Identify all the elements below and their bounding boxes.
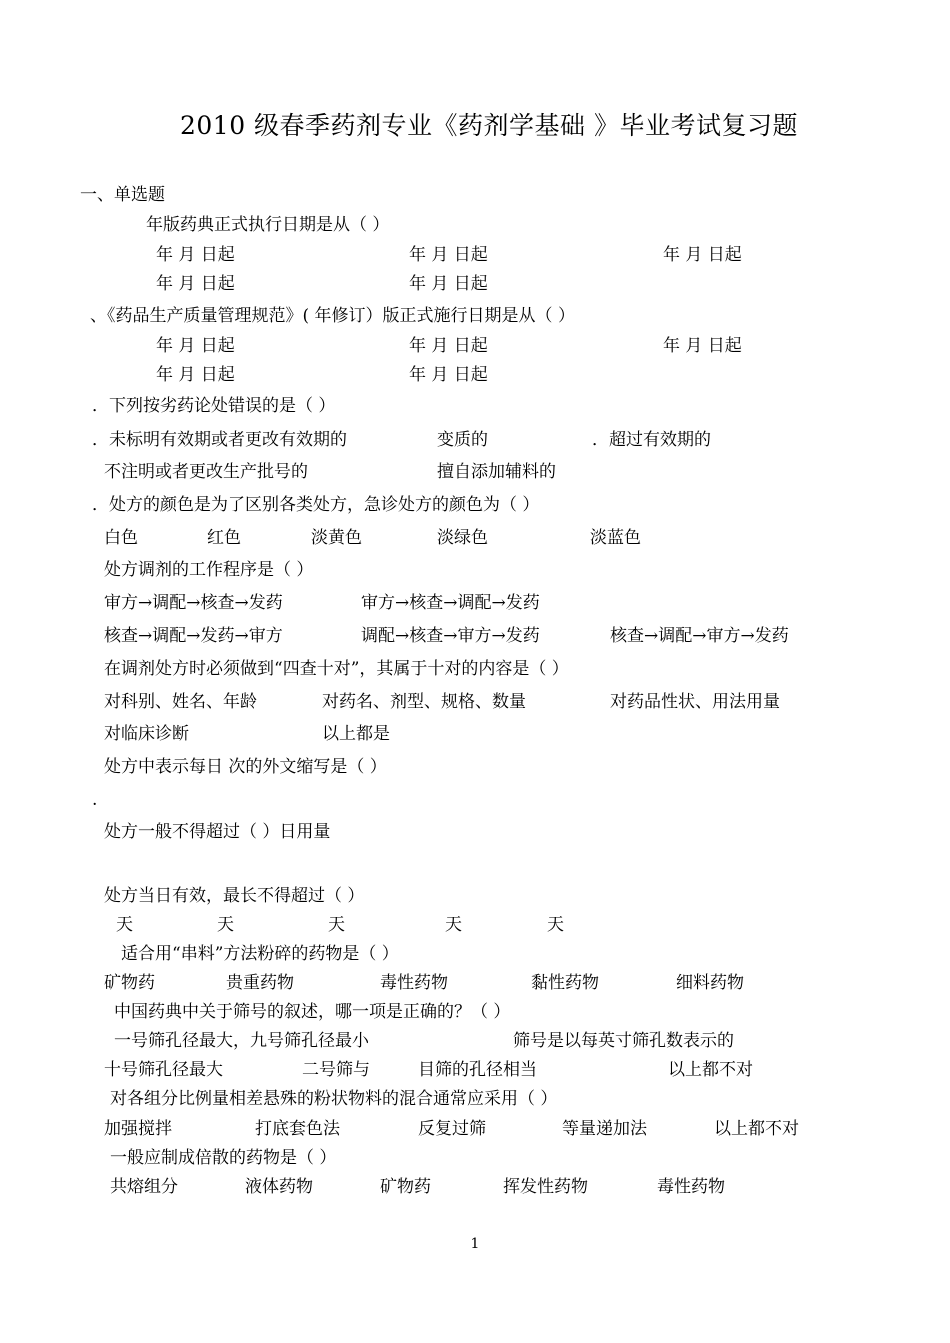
text-line: 淡绿色 [437,528,488,548]
text-line: 对药品性状、用法用量 [610,692,780,712]
page-number: 1 [470,1236,480,1252]
text-line: 年 月 日起 [409,245,488,265]
text-line: 白色 [104,528,138,548]
text-line: 十号筛孔径最大 [104,1060,223,1080]
text-line: 年 月 日起 [156,274,235,294]
text-line: 年 月 日起 [156,336,235,356]
text-line: 以上都不对 [714,1119,799,1139]
text-line: 年 月 日起 [409,336,488,356]
text-line: 对各组分比例量相差悬殊的粉状物料的混合通常应采用（ ） [110,1089,558,1109]
text-line: 年 月 日起 [409,274,488,294]
text-line: 对药名、剂型、规格、数量 [322,692,526,712]
text-line: 一号筛孔径最大，九号筛孔径最小 [114,1031,369,1051]
text-line: 贵重药物 [226,973,294,993]
text-line: 核查→调配→发药→审方 [104,626,283,646]
text-line: 天 [217,915,234,935]
text-line: 黏性药物 [531,973,599,993]
text-line: 天 [547,915,564,935]
text-line: ．下列按劣药论处错误的是（ ） [92,396,336,416]
text-line: 液体药物 [245,1177,313,1197]
text-line: 加强搅拌 [104,1119,172,1139]
text-line: 细料药物 [676,973,744,993]
text-line: . [92,790,98,810]
text-line: 矿物药 [380,1177,431,1197]
text-line: 矿物药 [104,973,155,993]
text-line: 适合用“串料”方法粉碎的药物是（ ） [121,944,399,964]
text-line: 对临床诊断 [104,724,189,744]
text-line: 在调剂处方时必须做到“四查十对”，其属于十对的内容是（ ） [104,659,569,679]
text-line: 红色 [207,528,241,548]
text-line: 核查→调配→审方→发药 [610,626,789,646]
text-line: 审方→调配→核查→发药 [104,593,283,613]
text-line: 、《药品生产质量管理规范》( 年修订）版正式施行日期是从（ ） [90,306,575,326]
text-line: 共熔组分 [110,1177,178,1197]
text-line: 审方→核查→调配→发药 [361,593,540,613]
text-line: 处方当日有效，最长不得超过（ ） [104,886,365,906]
text-line: 天 [328,915,345,935]
text-line: 挥发性药物 [503,1177,588,1197]
text-line: 目筛的孔径相当 [418,1060,537,1080]
text-line: 处方调剂的工作程序是（ ） [104,560,314,580]
text-line: ．未标明有效期或者更改有效期的 [92,430,347,450]
text-line: 二号筛与 [302,1060,370,1080]
text-line: 处方一般不得超过（ ）日用量 [104,822,331,842]
text-line: 年 月 日起 [409,365,488,385]
text-line: 年版药典正式执行日期是从（ ） [146,215,390,235]
text-line: 以上都不对 [668,1060,753,1080]
text-line: 以上都是 [322,724,390,744]
text-line: 年 月 日起 [156,365,235,385]
text-line: 调配→核查→审方→发药 [361,626,540,646]
page-title: 2010 级春季药剂专业《药剂学基础 》毕业考试复习题 [179,111,799,140]
text-line: 淡蓝色 [590,528,641,548]
text-line: 变质的 [437,430,488,450]
text-line: ．超过有效期的 [592,430,711,450]
text-line: 等量递加法 [562,1119,647,1139]
text-line: 年 月 日起 [663,245,742,265]
text-line: 一般应制成倍散的药物是（ ） [110,1148,337,1168]
text-line: 天 [116,915,133,935]
text-line: 毒性药物 [380,973,448,993]
text-line: 打底套色法 [255,1119,340,1139]
text-line: 一、单选题 [80,185,165,205]
text-line: 天 [445,915,462,935]
text-line: 中国药典中关于筛号的叙述，哪一项是正确的？（ ） [114,1002,511,1022]
text-line: 毒性药物 [657,1177,725,1197]
text-line: 不注明或者更改生产批号的 [104,462,308,482]
text-line: 淡黄色 [311,528,362,548]
text-line: 擅自添加辅料的 [437,462,556,482]
text-line: 筛号是以每英寸筛孔数表示的 [513,1031,734,1051]
text-line: 对科别、姓名、年龄 [104,692,257,712]
text-line: 年 月 日起 [156,245,235,265]
text-line: 处方中表示每日 次的外文缩写是（ ） [104,757,387,777]
text-line: ．处方的颜色是为了区别各类处方，急诊处方的颜色为（ ） [92,495,540,515]
text-line: 年 月 日起 [663,336,742,356]
text-line: 反复过筛 [418,1119,486,1139]
